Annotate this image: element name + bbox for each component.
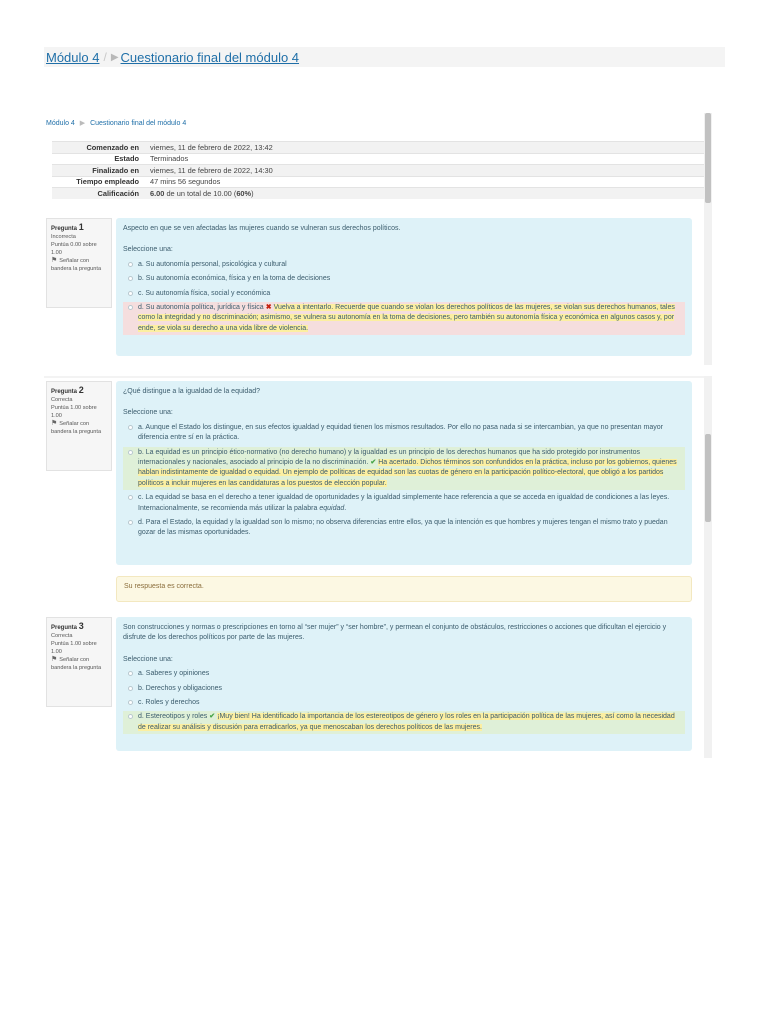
answer-option[interactable]: a. Aunque el Estado los distingue, en sus efectos igualdad y equidad tienen los mismos resultados. Por ello no pasa nada si se intercambian, ya que no presentan mayor diferencia entre sí en la práctica. bbox=[123, 422, 685, 445]
question-info: Pregunta 1 Incorrecta Puntúa 0.00 sobre 1.00 ⚑ Señalar con bandera la pregunta bbox=[46, 218, 112, 308]
question-state: Correcta bbox=[51, 397, 73, 403]
attempt-summary-table bbox=[52, 141, 704, 199]
question-score: Puntúa 0.00 sobre 1.00 bbox=[51, 242, 97, 256]
answer-option[interactable]: a. Su autonomía personal, psicológica y cultural bbox=[123, 259, 685, 271]
summary-row: Calificación 6.00 de un total de 10.00 (60%) bbox=[52, 188, 704, 200]
divider bbox=[44, 376, 704, 378]
summary-row: Estado Terminados bbox=[52, 153, 704, 165]
question-outcome: Su respuesta es correcta. bbox=[116, 576, 692, 602]
cross-icon: ✖ bbox=[265, 304, 272, 312]
answer-option-selected[interactable]: d. Estereotipos y roles ✔ ¡Muy bien! Ha identificado la importancia de los estereotipos de género y los roles en la participación política de las mujeres, así como la necesidad de realizar su análisis y discusión para erradicarlos, ya que menoscaban los derechos políticos de las mujeres. bbox=[123, 711, 685, 734]
summary-row: Comenzado en viernes, 11 de febrero de 2022, 13:42 bbox=[52, 142, 704, 154]
question-score: Puntúa 1.00 sobre 1.00 bbox=[51, 641, 97, 655]
answer-option-selected[interactable]: d. Su autonomía política, jurídica y física ✖ Vuelva a intentarlo. Recuerde que cuando se violan los derechos políticos de las mujeres, se violan sus derechos humanos, tales como la integridad y no discriminación; asimismo, se vulnera su autonomía en la toma de decisiones, pero también su autonomía física y económica en algunos casos y, por ende, se viola su derecho a una vida libre de violencia. bbox=[123, 302, 685, 335]
question-content bbox=[116, 381, 692, 565]
breadcrumb-separator: / bbox=[103, 50, 107, 64]
flag-icon: ⚑ bbox=[51, 656, 58, 663]
answer-option[interactable]: b. Su autonomía económica, física y en la toma de decisiones bbox=[123, 273, 685, 285]
radio-button[interactable] bbox=[128, 291, 133, 296]
answer-option-selected[interactable]: b. La equidad es un principio ético-normativo (no derecho humano) y la igualdad es un principio de los derechos humanos que ha sido protegido por instrumentos internacionales y nacionales, asociado al principio de la no discriminación. ✔ Ha acertado. Dichos términos son confundidos en la práctica, incluso por los gobiernos, quienes hablan indistintamente de igualdad o equidad. Un ejemplo de políticas de equidad son las cuotas de género en la participación político-electoral, que obligó a los partidos políticos a incluir mujeres en las candidaturas a los puestos de elección popular. bbox=[123, 447, 685, 491]
flag-icon: ⚑ bbox=[51, 257, 58, 264]
inner-breadcrumb bbox=[46, 119, 186, 127]
question-info: Pregunta 2 Correcta Puntúa 1.00 sobre 1.00 ⚑ Señalar con bandera la pregunta bbox=[46, 381, 112, 471]
summary-row: Finalizado en viernes, 11 de febrero de 2022, 14:30 bbox=[52, 165, 704, 177]
breadcrumb bbox=[44, 47, 725, 67]
radio-button[interactable] bbox=[128, 520, 133, 525]
question-text: ¿Qué distingue a la igualdad de la equidad? bbox=[123, 388, 260, 395]
radio-button[interactable] bbox=[128, 686, 133, 691]
question-state: Correcta bbox=[51, 633, 73, 639]
answer-prompt: Seleccione una: bbox=[123, 655, 173, 663]
answer-option[interactable]: a. Saberes y opiniones bbox=[123, 668, 685, 680]
answer-option[interactable]: c. La equidad se basa en el derecho a tener igualdad de oportunidades y la igualdad simplemente hace referencia a que se acceda en igualdad de condiciones a las leyes. Internacionalmente, se recomienda más utilizar la palabra equidad. bbox=[123, 492, 685, 515]
flag-question-button[interactable]: ⚑ Señalar con bandera la pregunta bbox=[51, 656, 102, 671]
question-content bbox=[116, 218, 692, 356]
radio-button[interactable] bbox=[128, 262, 133, 267]
inner-breadcrumb-module[interactable]: Módulo 4 bbox=[46, 120, 75, 127]
question-text: Son construcciones y normas o prescripciones en torno al “ser mujer” y “ser hombre”, y permean el conjunto de obstáculos, restricciones o acciones que dificultan el ejercicio y disfrute de los derechos políticos por parte de las mujeres. bbox=[123, 624, 667, 642]
embedded-page-1 bbox=[44, 113, 712, 365]
answer-prompt: Seleccione una: bbox=[123, 409, 173, 417]
radio-button[interactable] bbox=[128, 305, 133, 310]
embedded-page-2 bbox=[44, 376, 712, 758]
flag-question-button[interactable]: ⚑ Señalar con bandera la pregunta bbox=[51, 420, 102, 435]
breadcrumb-link-quiz[interactable]: Cuestionario final del módulo 4 bbox=[120, 49, 300, 65]
scrollbar[interactable] bbox=[704, 113, 712, 365]
question-text: Aspecto en que se ven afectadas las mujeres cuando se vulneran sus derechos políticos. bbox=[123, 225, 401, 232]
check-icon: ✔ bbox=[370, 459, 377, 467]
flag-icon: ⚑ bbox=[51, 420, 58, 427]
scrollbar-thumb[interactable] bbox=[705, 113, 711, 203]
question-content bbox=[116, 617, 692, 751]
answer-option[interactable]: c. Su autonomía física, social y económica bbox=[123, 288, 685, 300]
radio-button[interactable] bbox=[128, 450, 133, 455]
answer-option[interactable]: b. Derechos y obligaciones bbox=[123, 683, 685, 695]
flag-question-button[interactable]: ⚑ Señalar con bandera la pregunta bbox=[51, 257, 102, 272]
answer-feedback: Vuelva a intentarlo. Recuerde que cuando se violan los derechos políticos de las mujeres, se violan sus derechos humanos, tales como la integridad y no discriminación; asimismo, se vulnera su autonomía en la toma de decisiones, pero también su autonomía física y económica en algunos casos y, por ende, se viola su derecho a una vida libre de violencia. bbox=[138, 304, 675, 332]
question-info: Pregunta 3 Correcta Puntúa 1.00 sobre 1.00 ⚑ Señalar con bandera la pregunta bbox=[46, 617, 112, 707]
answer-option[interactable]: c. Roles y derechos bbox=[123, 697, 685, 709]
answer-prompt: Seleccione una: bbox=[123, 246, 173, 254]
answer-feedback: ¡Muy bien! Ha identificado la importancia de los estereotipos de género y los roles en la participación política de las mujeres, así como la necesidad de realizar su análisis y discusión para erradicarlos, ya que menoscaban los derechos políticos de las mujeres. bbox=[138, 713, 675, 731]
scrollbar-thumb[interactable] bbox=[705, 434, 711, 522]
radio-button[interactable] bbox=[128, 700, 133, 705]
check-icon: ✔ bbox=[209, 713, 216, 721]
question-score: Puntúa 1.00 sobre 1.00 bbox=[51, 405, 97, 419]
radio-button[interactable] bbox=[128, 425, 133, 430]
answer-option[interactable]: d. Para el Estado, la equidad y la igualdad son lo mismo; no observa diferencias entre ellos, ya que la intención es que hombres y mujeres tengan el mismo trato y puedan gozar de las mismas oportunidades. bbox=[123, 517, 685, 540]
summary-row: Tiempo empleado 47 mins 56 segundos bbox=[52, 176, 704, 188]
triangle-right-icon: ▶ bbox=[110, 51, 119, 63]
question-state: Incorrecta bbox=[51, 234, 76, 240]
radio-button[interactable] bbox=[128, 495, 133, 500]
inner-breadcrumb-quiz[interactable]: Cuestionario final del módulo 4 bbox=[90, 120, 187, 127]
radio-button[interactable] bbox=[128, 671, 133, 676]
answer-feedback: Ha acertado. Dichos términos son confundidos en la práctica, incluso por los gobiernos, quienes hablan indistintamente de igualdad o equidad. Un ejemplo de políticas de equidad son las cuotas de género en la participación político-electoral, que obligó a los partidos políticos a incluir mujeres en las candidaturas a los puestos de elección popular. bbox=[138, 459, 677, 487]
radio-button[interactable] bbox=[128, 714, 133, 719]
grade-value: 6.00 de un total de 10.00 (60%) bbox=[145, 188, 704, 200]
radio-button[interactable] bbox=[128, 276, 133, 281]
triangle-right-icon: ▶ bbox=[79, 120, 86, 127]
scrollbar[interactable] bbox=[704, 376, 712, 758]
breadcrumb-link-module[interactable]: Módulo 4 bbox=[46, 49, 100, 65]
